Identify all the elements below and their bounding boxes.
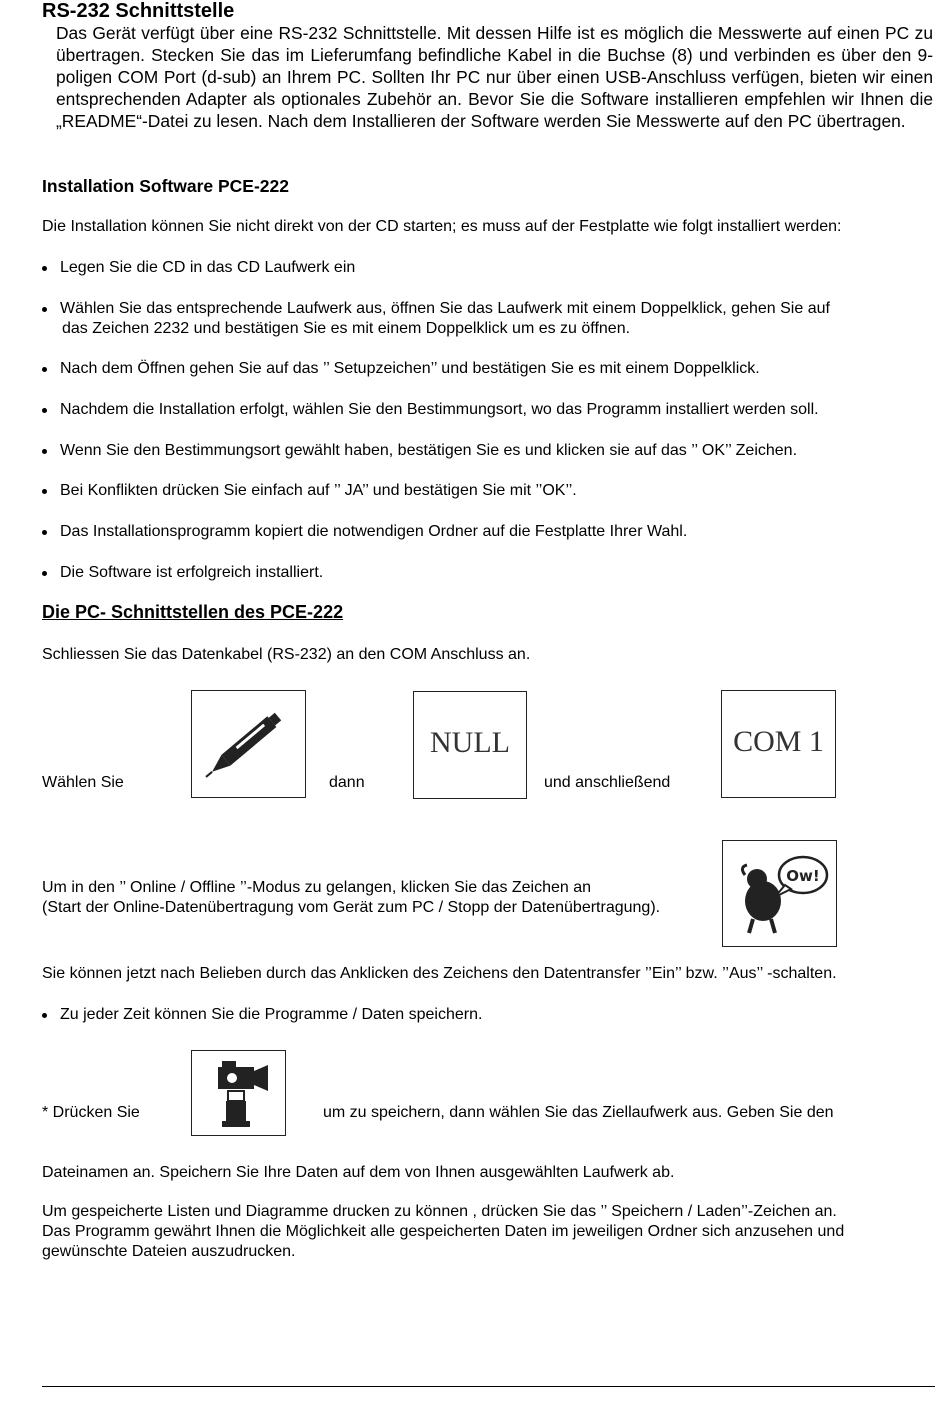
online-mode-text: Um in den ’’ Online / Offline ’’-Modus zu gelangen, klicken Sie das Zeichen an [42, 879, 592, 896]
pen-icon [192, 691, 304, 796]
installation-intro: Die Installation können Sie nicht direkt von der CD starten; es muss auf der Festplatte wie folgt installiert werden: [42, 218, 842, 235]
online-mode-text-continued: (Start der Online-Datenübertragung vom Gerät zum PC / Stopp der Datenübertragung). [42, 899, 661, 916]
connect-instruction: Schliessen Sie das Datenkabel (RS-232) an den COM Anschluss an. [42, 646, 531, 663]
list-item-text: Das Installationsprogramm kopiert die notwendigen Ordner auf die Festplatte Ihrer Wahl. [60, 523, 688, 540]
print-text-line1: Um gespeicherte Listen und Diagramme drucken zu können , drücken Sie das ’’ Speichern / Laden’’-Zeichen an. [42, 1203, 837, 1220]
list-item-text: Wählen Sie das entsprechende Laufwerk aus, öffnen Sie das Laufwerk mit einem Doppelklick, gehen Sie auf [60, 300, 830, 317]
section-title-pc-interface: Die PC- Schnittstellen des PCE-222 [42, 602, 344, 622]
print-text-line2: Das Programm gewährt Ihnen die Möglichkeit alle gespeicherten Daten im jeweiligen Ordner sich anzusehen und [42, 1223, 845, 1240]
list-item-text-continued: das Zeichen 2232 und bestätigen Sie es mit einem Doppelklick um es zu öffnen. [62, 320, 631, 337]
list-item-text: Wenn Sie den Bestimmungsort gewählt haben, bestätigen Sie es und klicken sie auf das ’’ OK’’ Zeichen. [60, 442, 798, 459]
bullet-icon [42, 367, 47, 372]
list-item-text: Zu jeder Zeit können Sie die Programme / Daten speichern. [60, 1006, 483, 1023]
filename-text: Dateinamen an. Speichern Sie Ihre Daten auf dem von Ihnen ausgewählten Laufwerk ab. [42, 1164, 675, 1181]
press-label: * Drücken Sie [42, 1104, 140, 1121]
com1-icon-label: COM 1 [733, 725, 824, 758]
finally-label: und anschließend [544, 774, 671, 791]
bullet-icon [42, 1013, 47, 1018]
online-offline-icon [723, 841, 835, 945]
null-icon-label: NULL [430, 726, 510, 759]
bullet-icon [42, 449, 47, 454]
bullet-icon [42, 571, 47, 576]
pen-icon-button[interactable] [191, 690, 306, 798]
rs232-intro-paragraph: Das Gerät verfügt über eine RS-232 Schnittstelle. Mit dessen Hilfe ist es möglich die Messwerte auf einen PC zu übertragen. Stecken Sie das im Lieferumfang befindliche Kabel in die Buchse (8) und verbinden es über den 9-poligen COM Port (d-sub) an Ihrem PC. Sollten Ihr PC nur über einen USB-Anschluss verfügen, bieten wir einen entsprechenden Adapter als optionales Zubehör an. Bevor Sie die Software installieren empfehlen wir Ihnen die „README“-Datei zu lesen. Nach dem Installieren der Software werden Sie Messwerte auf den PC übertragen. [56, 23, 933, 131]
bullet-icon [42, 530, 47, 535]
footer-divider [42, 1386, 935, 1387]
list-item-text: Nachdem die Installation erfolgt, wählen Sie den Bestimmungsort, wo das Programm installiert werden soll. [60, 401, 819, 418]
bullet-icon [42, 408, 47, 413]
print-text-line3: gewünschte Dateien auszudrucken. [42, 1243, 296, 1260]
section-title-rs232: RS-232 Schnittstelle [42, 0, 235, 22]
toggle-transfer-text: Sie können jetzt nach Belieben durch das Anklicken des Zeichens den Datentransfer ’’Ein’’ bzw. ’’Aus’’ -schalten. [42, 965, 837, 982]
list-item-text: Die Software ist erfolgreich installiert. [60, 564, 324, 581]
choose-label: Wählen Sie [42, 774, 124, 791]
list-item-text: Nach dem Öffnen gehen Sie auf das ’’ Setupzeichen’’ und bestätigen Sie es mit einem Doppelklick. [60, 360, 760, 377]
list-item-text: Legen Sie die CD in das CD Laufwerk ein [60, 259, 356, 276]
section-title-installation: Installation Software PCE-222 [42, 176, 290, 196]
press-after-text: um zu speichern, dann wählen Sie das Ziellaufwerk aus. Geben Sie den [323, 1104, 834, 1121]
bullet-icon [42, 266, 47, 271]
null-icon-button[interactable] [413, 691, 527, 799]
save-icon-button[interactable] [191, 1050, 286, 1136]
online-offline-icon-button[interactable] [722, 840, 837, 947]
then-label: dann [329, 774, 365, 791]
list-item-text: Bei Konflikten drücken Sie einfach auf ’’ JA’’ und bestätigen Sie mit ’’OK’’. [60, 482, 577, 499]
bullet-icon [42, 489, 47, 494]
com1-icon-button[interactable] [721, 690, 836, 798]
camera-icon [192, 1051, 284, 1134]
bullet-icon [42, 307, 47, 312]
ow-text: Ow! [786, 867, 820, 885]
